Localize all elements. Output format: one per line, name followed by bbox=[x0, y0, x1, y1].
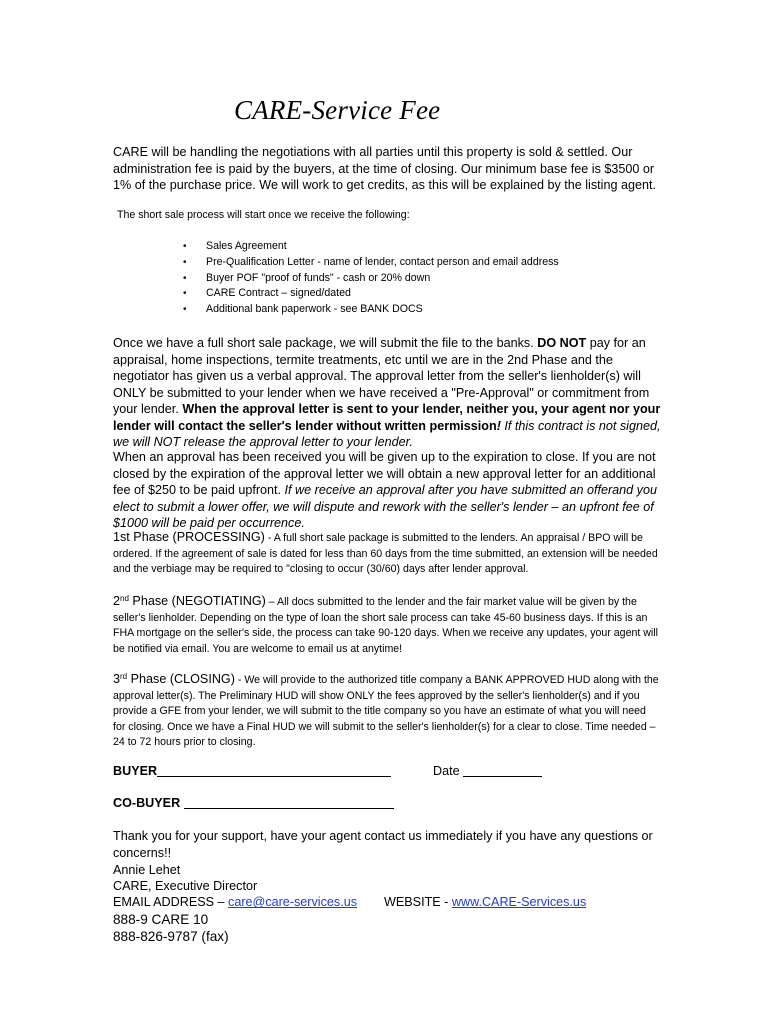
bullet-icon: • bbox=[183, 288, 187, 300]
phase1-paragraph: 1st Phase (PROCESSING) - A full short sale package is submitted to the lenders. An appraisal / BPO will be ordered. If the agreement of sale is dated for less than 60 days from the time submitted, an extension will be needed and the verbiage may be required to "closing to occur (30/60) days after lender approval. bbox=[113, 530, 658, 575]
thanks-text: Thank you for your support, have your agent contact us immediately if you have any questions or concerns!! bbox=[113, 829, 653, 860]
contact-name: Annie Lehet bbox=[113, 863, 181, 877]
document-title: CARE-Service Fee bbox=[234, 95, 441, 125]
list-item: • Buyer POF "proof of funds" - cash or 20% down bbox=[183, 271, 559, 287]
intro-paragraph: CARE will be handling the negotiations with all parties until this property is sold & settled. Our administration fee is paid by the buyers, at the time of closing. Our minimum base fee is $3500 or 1% of the purchase price. We will work to get credits, as this will be explained by the listing agent. bbox=[113, 145, 656, 192]
requirements-list bbox=[183, 239, 559, 318]
list-item: • CARE Contract – signed/dated bbox=[183, 286, 559, 302]
buyer-signature-line: BUYER bbox=[113, 764, 391, 778]
contact-links-row: EMAIL ADDRESS – care@care-services.us WEBSITE - www.CARE-Services.us bbox=[113, 895, 587, 910]
contact-fax: 888-826-9787 (fax) bbox=[113, 929, 229, 945]
phase3-paragraph: 3rd Phase (CLOSING) - We will provide to the authorized title company a BANK APPROVED HUD along with the approval letter(s). The Preliminary HUD will show ONLY the fees approved by the seller's lienholder(s) and if you provide a GFE from your lender, we will submit to the title company so you have an estimate of what you will need for closing. Once we have a Final HUD we will submit to the seller's lienholder(s) for a clear to close. Time needed – 24 to 72 hours prior to closing. bbox=[113, 672, 659, 748]
buyer-date-line: Date bbox=[433, 764, 542, 778]
contact-title: CARE, Executive Director bbox=[113, 879, 258, 894]
cobuyer-signature-field[interactable] bbox=[184, 796, 394, 809]
package-paragraph: Once we have a full short sale package, we will submit the file to the banks. DO NOT pay for an appraisal, home inspections, termite treatments, etc until we are in the 2nd Phase and the negotiator has given us a verbal approval. The approval letter from the seller's lienholder(s) will ONLY be submitted to your lender when we have received a "Pre-Approval" or commitment from your lender. When the approval letter is sent to your lender, neither you, your agent nor your lender will contact the seller's lender without written permission! If this contract is not signed, we will NOT release the approval letter to your lender. bbox=[113, 336, 661, 449]
list-item: • Additional bank paperwork - see BANK DOCS bbox=[183, 302, 559, 318]
list-item: • Sales Agreement bbox=[183, 239, 559, 255]
cobuyer-signature-line: CO-BUYER bbox=[113, 796, 394, 810]
date-field[interactable] bbox=[463, 764, 542, 777]
bullet-icon: • bbox=[183, 304, 187, 316]
website-link[interactable]: www.CARE-Services.us bbox=[451, 895, 587, 910]
contact-block bbox=[113, 862, 587, 946]
bullet-icon: • bbox=[183, 272, 187, 284]
email-link[interactable]: care@care-services.us bbox=[228, 895, 357, 910]
list-item: • Pre-Qualification Letter - name of lender, contact person and email address bbox=[183, 255, 559, 271]
requirements-intro: The short sale process will start once we receive the following: bbox=[117, 209, 410, 221]
buyer-signature-field[interactable] bbox=[157, 764, 391, 777]
website-row: WEBSITE - www.CARE-Services.us bbox=[384, 895, 587, 910]
bullet-icon: • bbox=[183, 256, 187, 268]
bullet-icon: • bbox=[183, 241, 187, 252]
approval-paragraph: When an approval has been received you will be given up to the expiration to close. If you are not closed by the expiration of the approval letter we will obtain a new approval letter for an additional fee of $250 to be paid upfront. If we receive an approval after you have submitted an offerand you elect to submit a lower offer, we will dispute and rework with the seller's lender – an upfront fee of $1000 will be paid per occurrence. bbox=[113, 450, 657, 530]
contact-phone: 888-9 CARE 10 bbox=[113, 911, 209, 927]
phase2-paragraph: 2nd Phase (NEGOTIATING) – All docs submitted to the lender and the fair market value will be given by the seller's lienholder. Depending on the type of loan the short sale process can take 45-60 business days. If this is an FHA mortgage on the seller's side, the process can take 90-120 days. When we receive any updates, your agent will be notified via email. You are welcome to email us at anytime! bbox=[113, 594, 658, 655]
